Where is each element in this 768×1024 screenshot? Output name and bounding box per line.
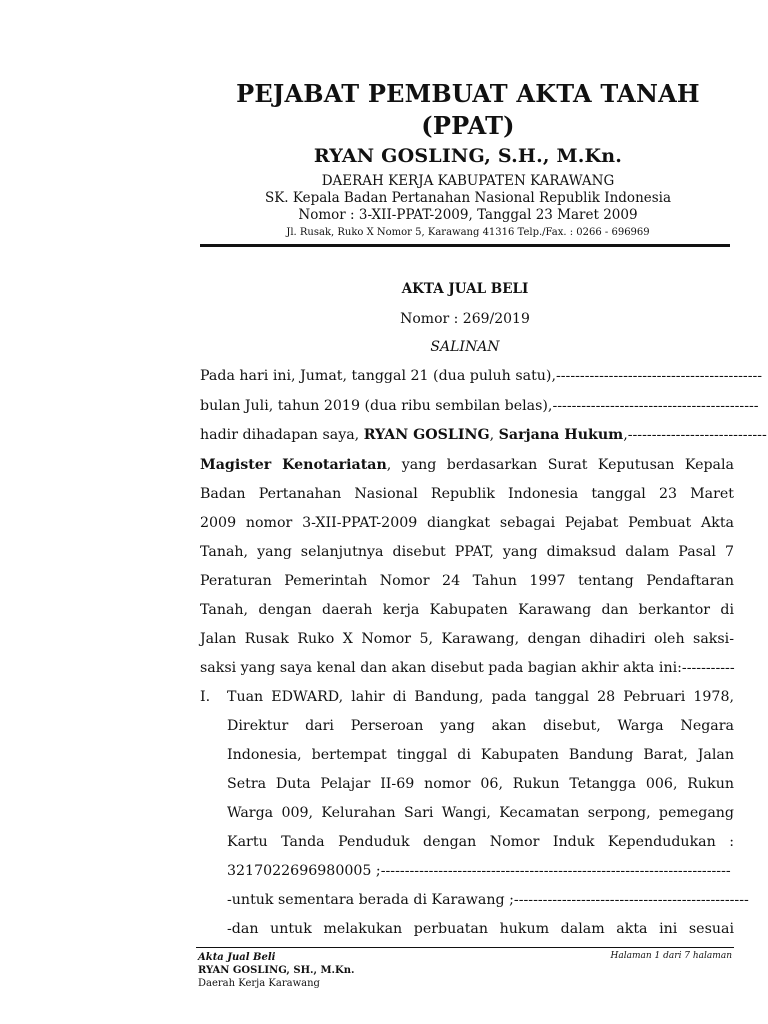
body-line: hadir dihadapan saya, RYAN GOSLING, Sarjana Hukum, ----------------------------- [200,427,767,443]
copy-label: SALINAN [430,339,500,355]
header-divider [200,244,730,247]
decree-issuer: SK. Kepala Badan Pertanahan Nasional Republik Indonesia [264,190,672,206]
list-item-line: Direktur dari Perseroan yang akan disebut, Warga Negara [227,718,734,734]
page-indicator: Halaman 1 dari 7 halaman [610,951,732,961]
body-line: Tanah, yang selanjutnya disebut PPAT, yang dimaksud dalam Pasal 7 [200,544,734,560]
body-line: 2009 nomor 3-XII-PPAT-2009 diangkat sebagai Pejabat Pembuat Akta [200,515,734,531]
body-line: Badan Pertanahan Nasional Republik Indonesia tanggal 23 Maret [200,486,734,502]
notary-name: RYAN GOSLING [363,427,490,443]
list-item-line: -dan untuk melakukan perbuatan hukum dalam akta ini sesuai [227,921,734,937]
nik-number: 3217022696980005 ; [227,863,381,879]
official-name: RYAN GOSLING, S.H., M.Kn. [313,145,623,167]
office-address: Jl. Rusak, Ruko X Nomor 5, Karawang 41316 Telp./Fax. : 0266 - 696969 [286,227,650,238]
decree-number: Nomor : 3-XII-PPAT-2009, Tanggal 23 Maret 2009 [298,207,638,223]
body-line: Peraturan Pemerintah Nomor 24 Tahun 1997 tentang Pendaftaran [200,573,734,589]
list-item-line: Setra Duta Pelajar II-69 nomor 06, Rukun Tetangga 006, Rukun [227,776,734,792]
footer-divider [196,947,734,948]
list-number: I. [200,689,211,705]
list-item-line: Tuan EDWARD, lahir di Bandung, pada tanggal 28 Pebruari 1978, [227,689,734,705]
body-line: Jalan Rusak Ruko X Nomor 5, Karawang, dengan dihadiri oleh saksi- [200,631,734,647]
list-item-line: 3217022696980005 ; ------------------------------------------------------------------------- [227,863,731,879]
work-area: DAERAH KERJA KABUPATEN KARAWANG [321,173,615,189]
list-item-line: Warga 009, Kelurahan Sari Wangi, Kecamatan serpong, pemegang [227,805,734,821]
list-item-line: Kartu Tanda Penduduk dengan Nomor Induk Kependudukan : [227,834,734,850]
deed-number: Nomor : 269/2019 [400,311,530,327]
notary-master-degree: Magister Kenotariatan [200,457,387,473]
body-line: saksi yang saya kenal dan akan disebut pada bagian akhir akta ini: ----------- [200,660,735,676]
deed-title: AKTA JUAL BELI [401,281,529,297]
body-line: bulan Juli, tahun 2019 (dua ribu sembilan belas), ------------------------------------------- [200,398,759,414]
office-abbreviation: (PPAT) [421,111,515,140]
footer-official-name: RYAN GOSLING, SH., M.Kn. [198,965,355,976]
footer-deed-title: Akta Jual Beli [198,952,276,963]
footer-work-area: Daerah Kerja Karawang [198,978,320,989]
notary-degree: Sarjana Hukum [498,427,624,443]
body-line: Magister Kenotariatan, yang berdasarkan Surat Keputusan Kepala [200,457,734,473]
body-line: Pada hari ini, Jumat, tanggal 21 (dua puluh satu), ------------------------------------------- [200,368,763,384]
list-item-line: -untuk sementara berada di Karawang ; ------------------------------------------------- [227,892,749,908]
office-title: PEJABAT PEMBUAT AKTA TANAH [236,79,700,108]
body-line: Tanah, dengan daerah kerja Kabupaten Karawang dan berkantor di [200,602,734,618]
list-item-line: Indonesia, bertempat tinggal di Kabupaten Bandung Barat, Jalan [227,747,734,763]
